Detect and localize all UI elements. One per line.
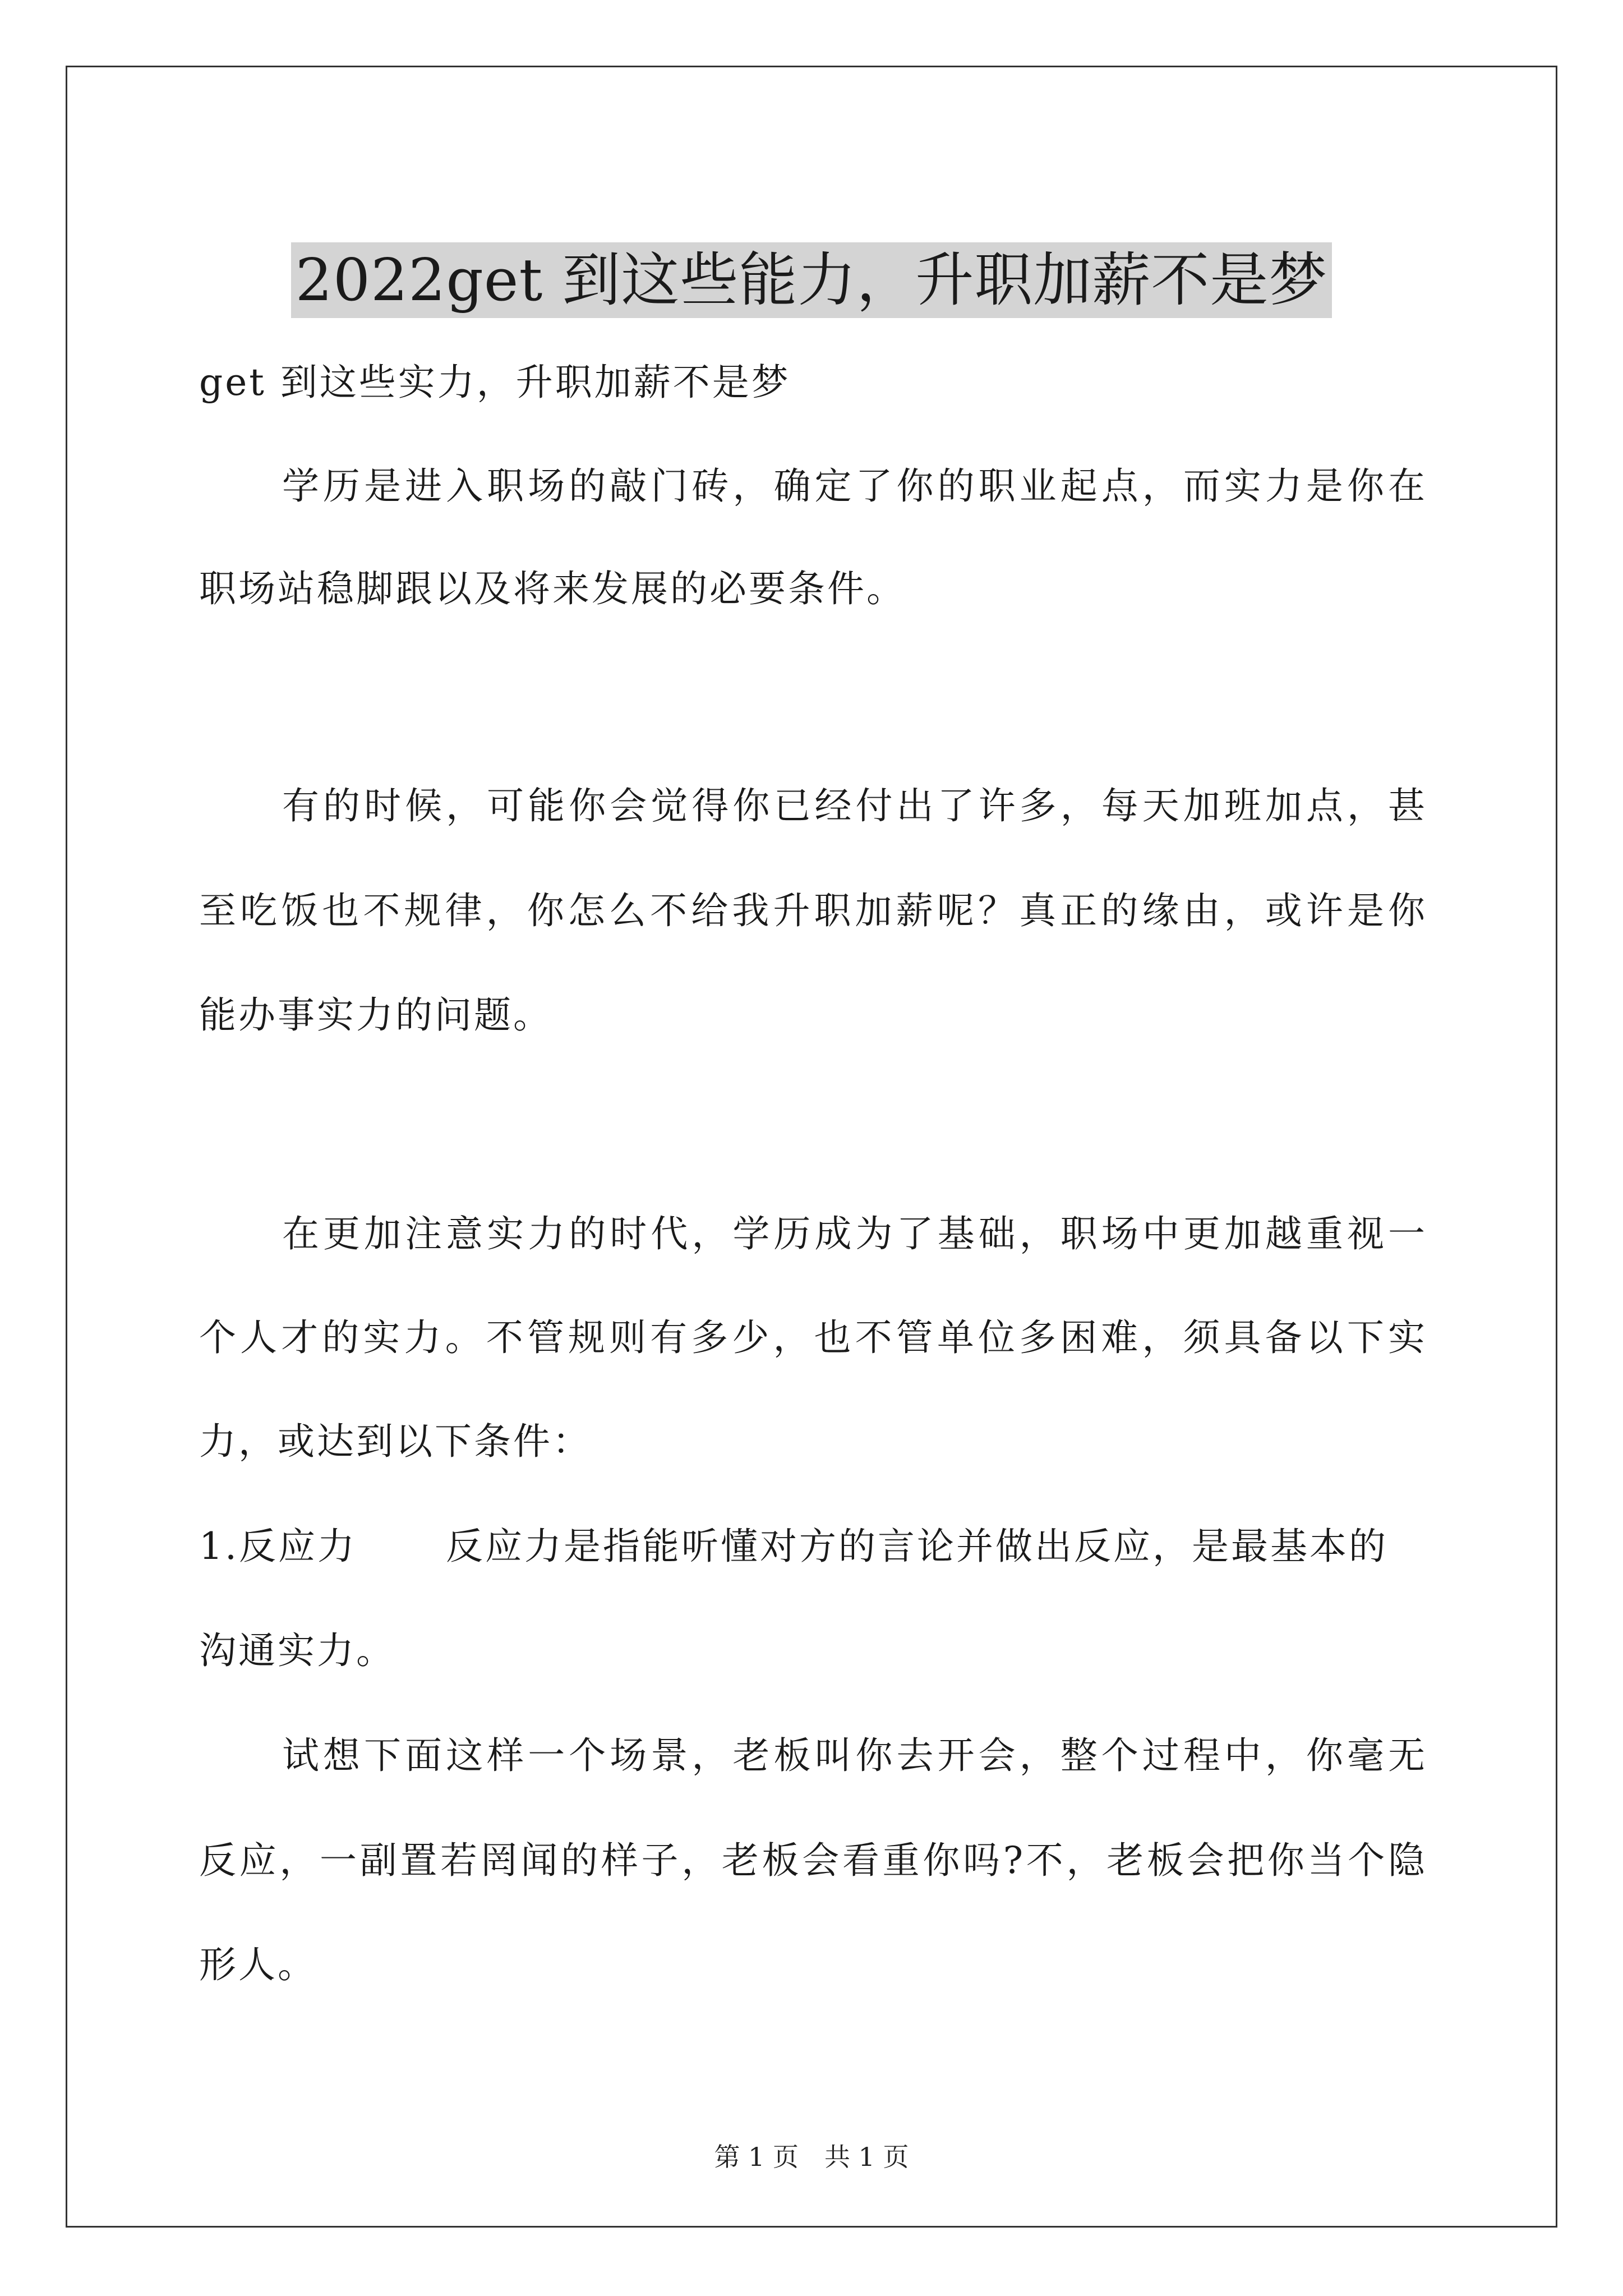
list-item-1-line-2: 沟通实力。 <box>199 1629 395 1672</box>
paragraph-1-line-1: 学历是进入职场的敲门砖，确定了你的职业起点，而实力是你在 <box>282 464 1427 508</box>
title-wrap <box>0 203 1623 357</box>
paragraph-2-line-3: 能办事实力的问题。 <box>199 993 552 1037</box>
paragraph-2-line-2: 至吃饭也不规律，你怎么不给我升职加薪呢？真正的缘由，或许是你 <box>199 889 1427 932</box>
paragraph-3-line-2: 个人才的实力。不管规则有多少，也不管单位多困难，须具备以下实 <box>199 1316 1427 1359</box>
paragraph-1-line-2: 职场站稳脚跟以及将来发展的必要条件。 <box>199 567 906 610</box>
list-item-1-line-1 <box>199 1524 1427 1569</box>
paragraph-4-line-1: 试想下面这样一个场景，老板叫你去开会，整个过程中，你毫无 <box>282 1734 1427 1777</box>
paragraph-3-line-1: 在更加注意实力的时代，学历成为了基础，职场中更加越重视一 <box>282 1212 1427 1255</box>
paragraph-3-line-3: 力，或达到以下条件： <box>199 1420 592 1463</box>
paragraph-4-line-3: 形人。 <box>199 1943 317 1986</box>
paragraph-2-line-1: 有的时候，可能你会觉得你已经付出了许多，每天加班加点，甚 <box>282 784 1427 827</box>
list-item-1-text: 反应力是指能听懂对方的言论并做出反应，是最基本的 <box>446 1525 1388 1568</box>
subtitle-line: get 到这些实力，升职加薪不是梦 <box>199 361 791 404</box>
page-footer: 第 1 页 共 1 页 <box>714 2142 909 2172</box>
list-item-1-heading: 1.反应力 <box>199 1525 357 1568</box>
document-title: 2022get 到这些能力，升职加薪不是梦 <box>291 242 1332 318</box>
paragraph-4-line-2: 反应，一副置若罔闻的样子，老板会看重你吗?不，老板会把你当个隐 <box>199 1839 1427 1882</box>
